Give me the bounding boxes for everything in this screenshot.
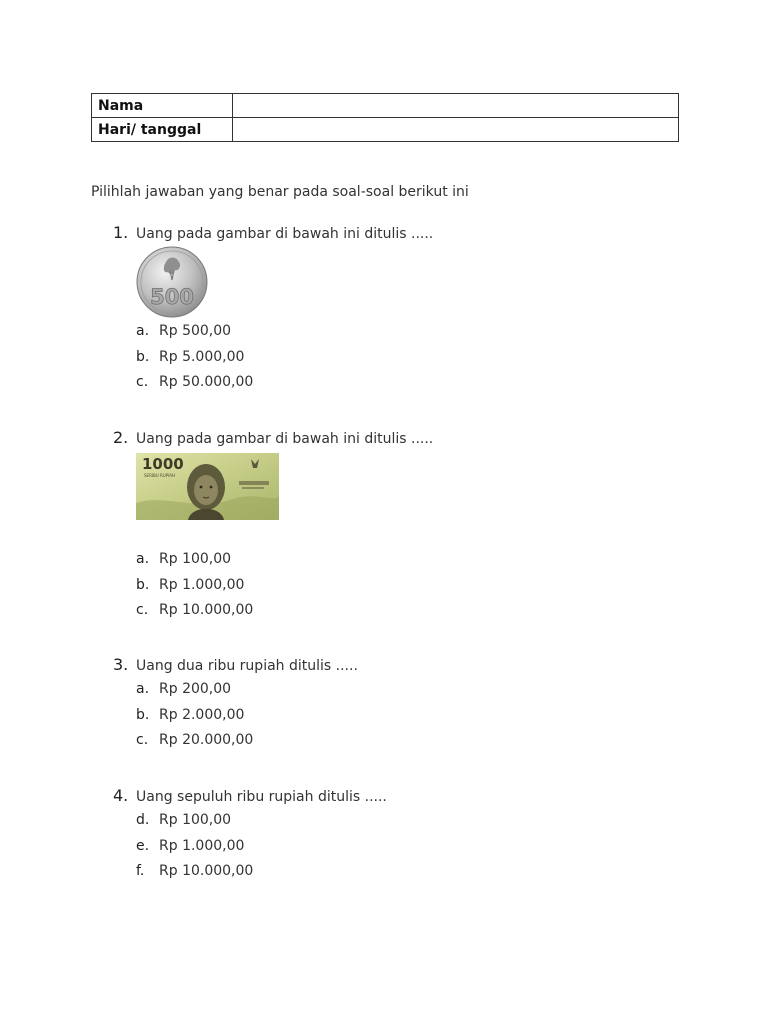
question-text: Uang pada gambar di bawah ini ditulis ..... — [136, 226, 434, 242]
option-text: Rp 1.000,00 — [159, 576, 245, 593]
option[interactable] — [136, 732, 253, 758]
option[interactable] — [136, 602, 253, 628]
coin-denomination: 500 — [150, 285, 194, 309]
option[interactable] — [136, 707, 253, 733]
option-text: Rp 2.000,00 — [159, 706, 245, 723]
option-letter: f. — [136, 863, 145, 879]
banknote-icon — [136, 453, 279, 520]
question-3-options — [136, 681, 253, 758]
option-letter: c. — [136, 732, 149, 748]
option[interactable] — [136, 838, 253, 864]
question-2-options — [136, 551, 253, 628]
coin-icon — [136, 246, 208, 318]
instruction-text: Pilihlah jawaban yang benar pada soal-soal berikut ini — [91, 184, 469, 200]
question-header — [113, 786, 387, 808]
question-number: 3. — [113, 655, 129, 674]
option[interactable] — [136, 863, 253, 889]
option[interactable] — [136, 577, 253, 603]
question-header — [113, 655, 358, 677]
option[interactable] — [136, 323, 253, 349]
date-label: Hari/ tanggal — [92, 118, 233, 142]
option-text: Rp 100,00 — [159, 551, 232, 567]
name-label: Nama — [92, 94, 233, 118]
option-text: Rp 10.000,00 — [159, 602, 254, 618]
note-caption: SERIBU RUPIAH — [144, 473, 176, 478]
option-letter: a. — [136, 323, 150, 339]
question-number: 2. — [113, 428, 129, 447]
option-letter: a. — [136, 551, 150, 567]
name-field[interactable] — [233, 94, 679, 118]
identity-table — [91, 93, 679, 142]
question-text: Uang dua ribu rupiah ditulis ..... — [136, 658, 358, 674]
option-letter: c. — [136, 374, 149, 390]
option-text: Rp 500,00 — [159, 323, 232, 339]
option-letter: e. — [136, 837, 150, 854]
date-field[interactable] — [233, 118, 679, 142]
question-number: 4. — [113, 786, 129, 805]
option[interactable] — [136, 349, 253, 375]
question-number: 1. — [113, 223, 129, 242]
note-denomination: 1000 — [142, 455, 184, 473]
option-letter: b. — [136, 576, 150, 593]
option-text: Rp 200,00 — [159, 681, 232, 697]
option-letter: c. — [136, 602, 149, 618]
option-letter: b. — [136, 706, 150, 723]
option[interactable] — [136, 812, 253, 838]
question-4-options — [136, 812, 253, 889]
option[interactable] — [136, 681, 253, 707]
option-letter: d. — [136, 812, 150, 828]
option-text: Rp 50.000,00 — [159, 374, 254, 390]
date-row — [92, 118, 679, 142]
question-header — [113, 428, 433, 450]
option-text: Rp 1.000,00 — [159, 837, 245, 854]
option-letter: a. — [136, 681, 150, 697]
name-row — [92, 94, 679, 118]
option-text: Rp 20.000,00 — [159, 732, 254, 748]
option-text: Rp 5.000,00 — [159, 348, 245, 365]
option-letter: b. — [136, 348, 150, 365]
question-text: Uang pada gambar di bawah ini ditulis ..... — [136, 431, 434, 447]
question-text: Uang sepuluh ribu rupiah ditulis ..... — [136, 789, 387, 805]
option[interactable] — [136, 374, 253, 400]
option-text: Rp 100,00 — [159, 812, 232, 828]
option[interactable] — [136, 551, 253, 577]
option-text: Rp 10.000,00 — [159, 863, 254, 879]
question-header — [113, 223, 433, 245]
question-1-options — [136, 323, 253, 400]
